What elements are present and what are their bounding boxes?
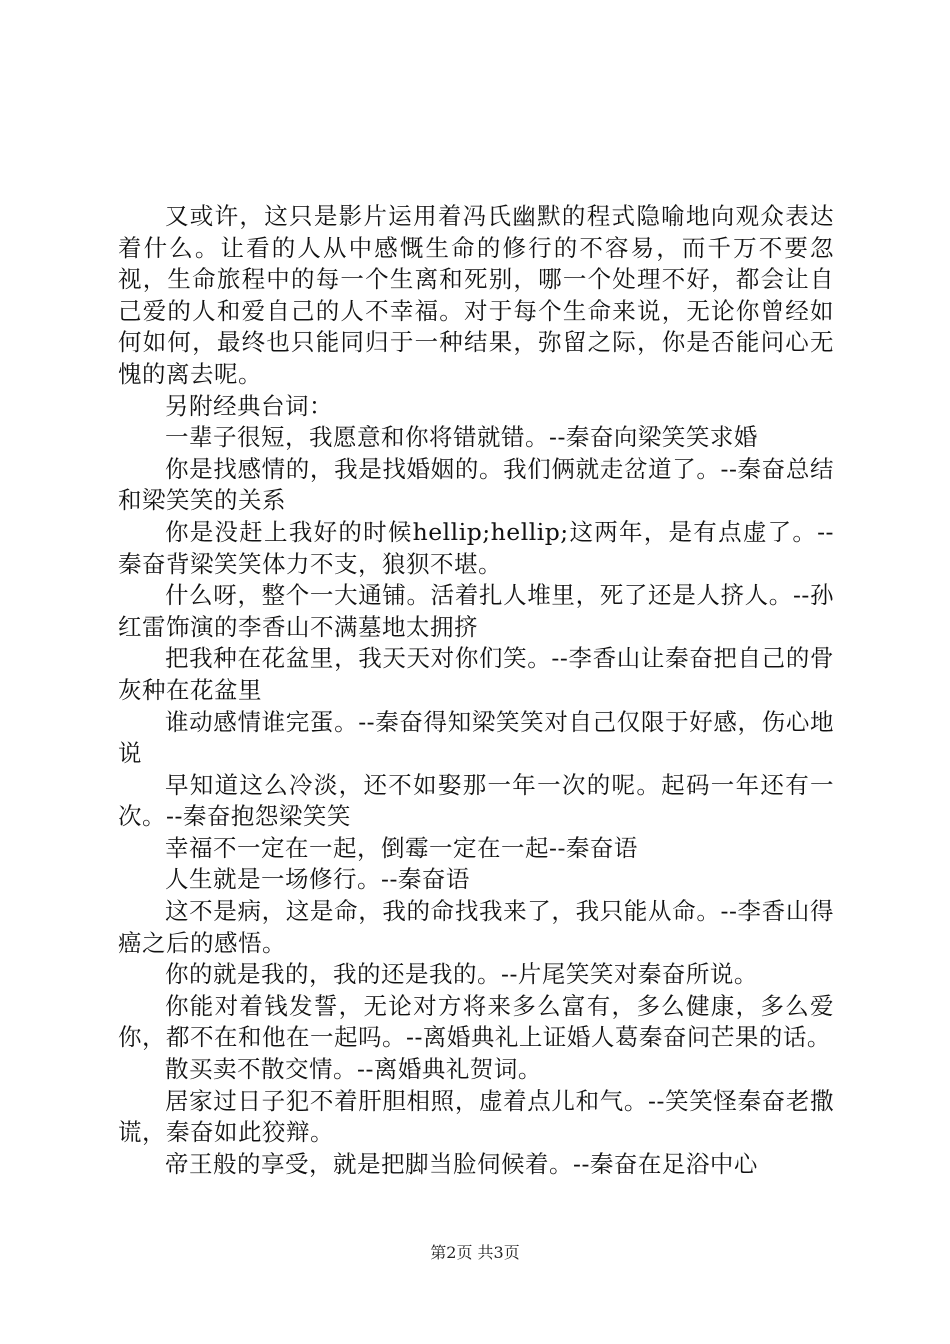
document-body [118, 201, 834, 1180]
paragraph: 什么呀，整个一大通铺。活着扎人堆里，死了还是人挤人。--孙红雷饰演的李香山不满墓地太拥挤 [118, 581, 834, 641]
paragraph: 你能对着钱发誓，无论对方将来多么富有，多么健康，多么爱你，都不在和他在一起吗。--离婚典礼上证婚人葛秦奋问芒果的话。 [118, 991, 834, 1052]
paragraph: 早知道这么冷淡，还不如娶那一年一次的呢。起码一年还有一次。--秦奋抱怨梁笑笑 [118, 770, 834, 831]
paragraph: 把我种在花盆里，我天天对你们笑。--李香山让秦奋把自己的骨灰种在花盆里 [118, 644, 834, 704]
paragraph: 又或许，这只是影片运用着冯氏幽默的程式隐喻地向观众表达着什么。让看的人从中感慨生命的修行的不容易，而千万不要忽视，生命旅程中的每一个生离和死别，哪一个处理不好，都会让自己爱的人和爱自己的人不幸福。对于每个生命来说，无论你曾经如何如何，最终也只能同归于一种结果，弥留之际，你是否能问心无愧的离去呢。 [118, 202, 834, 388]
paragraph: 你的就是我的，我的还是我的。--片尾笑笑对秦奋所说。 [165, 960, 758, 989]
paragraph: 散买卖不散交情。--离婚典礼贺词。 [165, 1055, 542, 1084]
paragraph: 居家过日子犯不着肝胆相照，虚着点儿和气。--笑笑怪秦奋老撒谎，秦奋如此狡辩。 [118, 1086, 834, 1147]
paragraph: 你是找感情的，我是找婚姻的。我们俩就走岔道了。--秦奋总结和梁笑笑的关系 [118, 454, 834, 515]
paragraph: 谁动感情谁完蛋。--秦奋得知梁笑笑对自己仅限于好感，伤心地说 [118, 707, 834, 768]
paragraph: 人生就是一场修行。--秦奋语 [165, 865, 470, 894]
paragraph: 你是没赶上我好的时候hellip;hellip;这两年，是有点虚了。--秦奋背梁笑笑体力不支，狼狈不堪。 [118, 517, 834, 578]
paragraph: 一辈子很短，我愿意和你将错就错。--秦奋向梁笑笑求婚 [165, 423, 758, 452]
paragraph: 这不是病，这是命，我的命找我来了，我只能从命。--李香山得癌之后的感悟。 [118, 897, 834, 957]
page-number-footer: 第2页 共3页 [430, 1243, 520, 1262]
paragraph: 另附经典台词： [165, 391, 333, 420]
paragraph: 帝王般的享受，就是把脚当脸伺候着。--秦奋在足浴中心 [165, 1149, 758, 1178]
paragraph: 幸福不一定在一起，倒霉一定在一起--秦奋语 [165, 833, 638, 862]
